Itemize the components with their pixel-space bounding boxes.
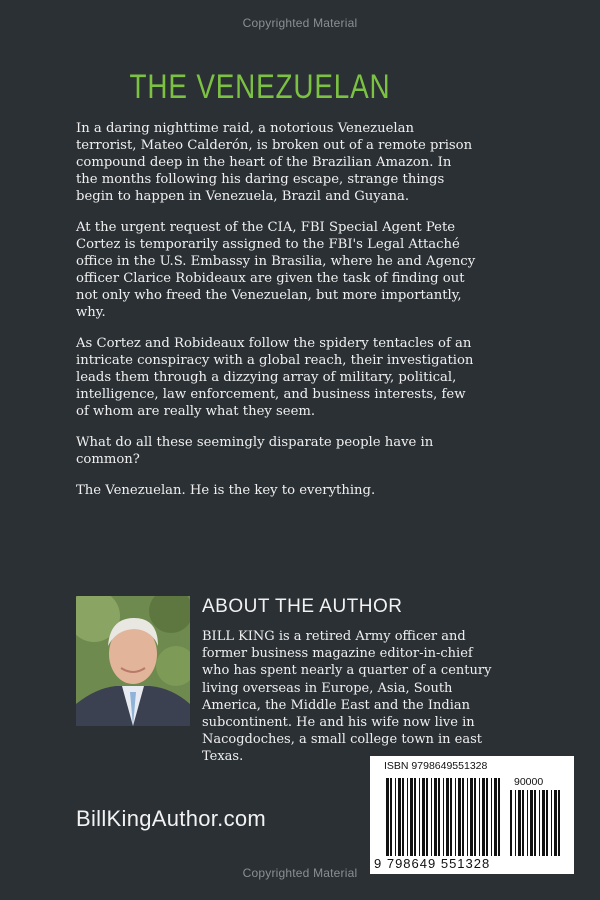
addon-barcode-bars bbox=[510, 790, 562, 856]
about-author-heading: ABOUT THE AUTHOR bbox=[202, 596, 403, 617]
blurb-paragraph: In a daring nighttime raid, a notorious Venezuelan terrorist, Mateo Calderón, is broken out of a remote prison compound deep in the heart of the Brazilian Amazon. In the months following his daring escape, strange things begin to happen in Venezuela, Brazil and Guyana. bbox=[76, 121, 473, 204]
blurb-paragraph: The Venezuelan. He is the key to everything. bbox=[76, 483, 376, 498]
isbn-barcode bbox=[370, 756, 574, 874]
author-bio: BILL KING is a retired Army officer and former business magazine editor-in-chief who has spent nearly a quarter of a century living overseas in Europe, Asia, South America, the Middle East and the Indian subcontinent. He and his wife now live in Nacogdoches, a small college town in east Texas. bbox=[202, 629, 492, 765]
book-blurb bbox=[76, 120, 476, 513]
blurb-paragraph: As Cortez and Robideaux follow the spidery tentacles of an intricate conspiracy with a global reach, their investigation leads them through a dizzying array of military, political, intelligence, law enforcement, and business interests, few of whom are really what they seem. bbox=[76, 336, 474, 419]
price-code: 90000 bbox=[514, 776, 544, 788]
isbn-label: ISBN 9798649551328 bbox=[384, 760, 488, 772]
author-photo bbox=[76, 596, 190, 726]
blurb-paragraph: What do all these seemingly disparate people have in common? bbox=[76, 435, 434, 467]
book-title: THE VENEZUELAN bbox=[129, 68, 391, 106]
watermark-top: Copyrighted Material bbox=[242, 16, 358, 30]
isbn-digits: 9 798649 551328 bbox=[374, 856, 491, 871]
blurb-paragraph: At the urgent request of the CIA, FBI Special Agent Pete Cortez is temporarily assigned to the FBI's Legal Attaché office in the U.S. Embassy in Brasilia, where he and Agency officer Clarice Robideaux are given the task of finding out not only who freed the Venezuelan, but more importantly, why. bbox=[76, 220, 476, 320]
watermark-bottom: Copyrighted Material bbox=[242, 866, 358, 880]
author-website: BillKingAuthor.com bbox=[76, 806, 267, 831]
barcode-bars bbox=[386, 778, 504, 858]
